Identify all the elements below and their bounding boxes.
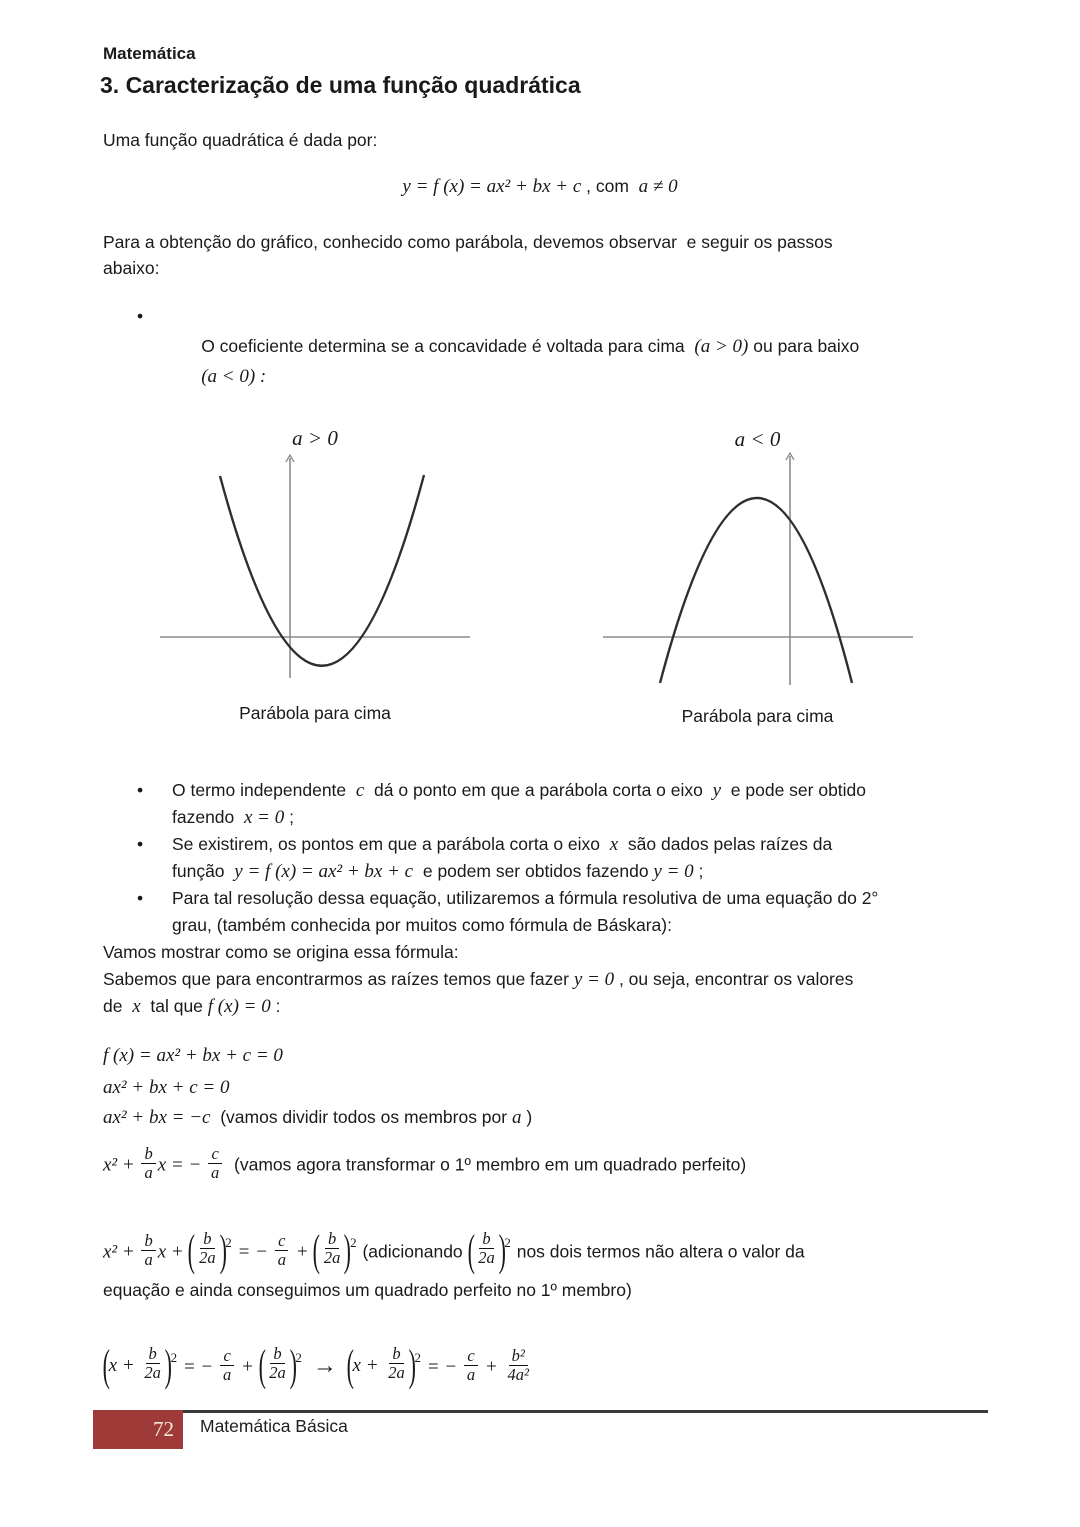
bullet-b-line2: função y = f (x) = ax² + bx + c e podem ser obtidos fazendo y = 0 ; [172,861,704,882]
graph-paragraph-line1: Para a obtenção do gráfico, conhecido como parábola, devemos observar e seguir os passos [103,232,833,252]
right-graph-caption: Parábola para cima [681,706,834,726]
bullet-concavity-line1 [103,301,1033,357]
parabola-down-figure [600,448,915,695]
paragraph-origin: Vamos mostrar como se origina essa fórmula: [103,942,459,962]
bullet-concavity-line2 [103,331,1033,387]
bullet-a-line1: O termo independente c dá o ponto em que a parábola corta o eixo y e pode ser obtido [172,780,867,801]
bullet-concavity [103,301,1033,387]
equation-3: ax² + bx = −c (vamos dividir todos os membros por a ) [103,1107,533,1128]
bullet-icon: • [137,780,144,800]
bullet-concavity-text2: (a < 0) : [201,366,267,387]
bullet-a-line2: fazendo x = 0 ; [172,807,294,828]
main-formula: y = f (x) = ax² + bx + c , com a ≠ 0 [402,176,678,197]
parabola-down-curve [660,498,852,683]
bullet-b-line1: Se existirem, os pontos em que a parábola corta o eixo x são dados pelas raízes da [172,834,833,855]
equation-6: ( x + $\frac{b}{2a}$ ) 2 = − $\frac{c}{a}$ + ( $\frac{b}{2a}$ ) 2 → ( x + $\frac{b}{2a}$ ) 2 = − $\frac{c}{a}$ + $\frac{\text{b²}}{\text{4a²}}$ [102,1341,529,1391]
bullet-item [103,831,1043,858]
graph-paragraph-line2: abaixo: [103,258,160,278]
bullet-icon: • [137,888,144,908]
bullet-item [103,777,1043,804]
intro-paragraph: Uma função quadrática é dada por: [103,130,378,150]
page-number: 72 [153,1417,174,1441]
bullet-icon: • [137,834,144,854]
bullet-item [103,885,1043,912]
parabola-up-figure [160,450,470,695]
bullet-icon: • [137,306,144,326]
equation-2: ax² + bx + c = 0 [103,1077,230,1098]
footer-book-title: Matemática Básica [200,1416,348,1436]
bullet-c-line2: grau, (também conhecida por muitos como fórmula de Báskara): [172,915,672,935]
footer-rule [183,1410,988,1413]
equation-5: x² + $\frac{b}{a}$ x + ( $\frac{b}{2a}$ ) 2 = − $\frac{c}{a}$ + ( $\frac{b}{2a}$ ) 2 (adicionando ( $\frac{b}{2a}$ ) 2 nos dois termos não altera o valor da [103,1226,805,1276]
equation-4: x² + $\frac{b}{a}$ x = − $\frac{c}{a}$ (vamos agora transformar o 1º membro em um quadrado perfeito) [103,1144,747,1183]
paragraph-roots-1: Sabemos que para encontrarmos as raízes temos que fazer y = 0 , ou seja, encontrar os valores [103,969,854,990]
left-graph-caption: Parábola para cima [239,703,391,723]
left-graph-label: a > 0 [292,426,338,450]
bullet-c-line1: Para tal resolução dessa equação, utilizaremos a fórmula resolutiva de uma equação do 2° [172,888,879,908]
page-title: 3. Caracterização de uma função quadrática [100,72,581,98]
graph-paragraph [103,229,833,281]
equation-5-continuation: equação e ainda conseguimos um quadrado perfeito no 1º membro) [103,1280,632,1300]
right-graph-label: a < 0 [734,427,781,451]
footer-page-number-box [93,1410,183,1449]
subject-kicker: Matemática [103,44,196,63]
bullet-concavity-text1: O coeficiente determina se a concavidade é voltada para cima (a > 0) ou para baixo [201,336,860,357]
notes-block [103,777,1043,1020]
paragraph-roots-2: de x tal que f (x) = 0 : [103,996,281,1017]
equation-1: f (x) = ax² + bx + c = 0 [103,1045,283,1066]
